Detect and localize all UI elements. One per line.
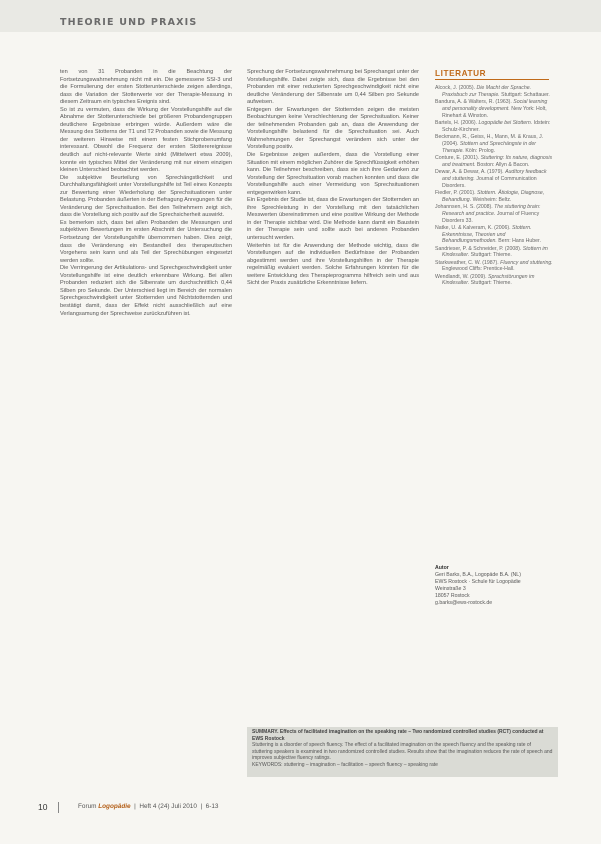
literature-title: Stottern. Ätiologie, Diagnose, Behandlung. [442,189,545,203]
literature-item [435,246,553,260]
paragraph: So ist zu vermuten, dass die Wirkung der Vorstellungshilfe auf die Abnahme der Stotterunterschiede bei größeren Probandengruppen deutlichere Ergebnisse erbringen würde. Außerdem wäre die Messung des Stotterns der T1 und T2 Probanden sowie die Messung der weiteren Hinweise mit einem festen Stichprobenumfang interessant. Obwohl die Frequenz der ersten Stotterereignisse deutlich auf nicht-relevante Werte sinkt (Mittelwert etwa 2009), konnte ein typisches Mittel der Veränderung mit nur einem einzigen kleinen Unterschied beobachtet werden. [60,106,232,174]
paragraph: Weiterhin ist für die Anwendung der Methode wichtig, dass die Vorstellungen auf die individuellen Bedürfnisse der Probanden abgestimmt werden und ihre Vorstellungshilfen in der Therapie regelmäßig evaluiert werden. Solche Erfahrungen könnten für die weitere Entwicklung des Therapieprogramms hilfreich sein und aus Sicht der Praxis zusätzliche Erkenntnisse liefern. [247,242,419,287]
author-line: EWS Rostock · Schule für Logopädie [435,579,521,586]
literature-title: Sprachstörungen im Kindesalter. [442,273,535,287]
literature-author: Natke, U. & Kalveram, K. (2006). [435,224,511,231]
literature-publisher: Köln: Prolog. [465,147,496,154]
author-email-link[interactable]: g.barks@ews-rostock.de [435,600,493,607]
literature-list [435,85,553,288]
literature-heading: LITERATUR [435,69,549,80]
paragraph: Entgegen der Erwartungen der Stotternden zeigen die meisten Beobachtungen keine Verschlechterung der Sprechsituation. Keiner der teilnehmenden Probanden gab an, dass die Anwendung der Vorstellungshilfe belastend für die Sprechsituation sei. Auch Wahrnehmungen der Sprechangst verändern sich unter der Vorstellung positiv. [247,106,419,151]
paragraph: Ein Ergebnis der Studie ist, dass die Erwartungen der Stotternden an ihre Sprechleistung in der Vorstellung mit den tatsächlichen Messwerten übereinstimmen und eine positive Wirkung der Methode in der Therapie sichtbar wird. Die Methode kann damit ein Baustein in der Therapie sein und sollte auch bei anderen Probanden untersucht werden. [247,197,419,242]
literature-item [435,134,553,155]
paragraph: ten von 31 Probanden in die Beachtung der Fortsetzungswahrnehmung nicht mit ein. Die gemessene SSI-3 und die Formulierung der ersten Stotterunterschiede zeigen allerdings, dass die Variation der Stotterwerte vor der Therapie-Messung in diesem Zeitraum ein typisches Ereignis sind. [60,69,232,106]
summary-heading: SUMMARY. Effects of facilitated imagination on the speaking rate – Two randomized controlled studies (RCT) conducted at EWS Rostock [252,729,544,742]
literature-item [435,274,553,288]
paragraph: Sprechung der Fortsetzungswahrnehmung bei Sprechangst unter der Vorstellungshilfe. Dabei zeigte sich, dass die Ergebnisse bei den Probanden mit einer reduzierten Sprechgeschwindigkeit nicht eine deutliche Veränderung der Silbenrate um 0,44 Silben pro Sekunde aufweisen. [247,69,419,106]
issue-info: Heft 4 (24) Juli 2010 [139,803,197,810]
literature-publisher: Stuttgart: Thieme. [470,280,512,287]
literature-publisher: New York: Holt, Rinehart & Winston. [442,105,547,119]
literature-author: Conture, E. (2001). [435,154,480,161]
literature-title: Stottern im Kindesalter. [442,245,548,259]
literature-title: Stottern und Sprechängste in der Therapie. [442,140,537,154]
literature-author: Beckmann, R., Geiss, H., Mann, M. & Kraus, J. (2004). [435,133,544,147]
author-box [435,565,553,608]
literature-author: Johannsen, H. S. (2008). [435,203,493,210]
literature-title: Stottern. Erkenntnisse, Theorien und Behandlungsmethoden. [442,224,532,245]
literature-publisher: Boston: Allyn & Bacon. [476,161,530,168]
literature-item [435,204,553,225]
page-range: 6-13 [205,803,219,810]
literature-publisher: Journal of Fluency Disorders 33. [442,210,540,224]
literature-publisher: Weinheim: Beltz. [472,196,512,203]
literature-title: Die Macht der Sprache. Praxisbuch zur Therapie. [442,85,532,98]
literature-title: Fluency and stuttering. [500,259,553,266]
literature-author: Sandrieser, P. & Schneider, P. (2008). [435,245,522,252]
literature-item [435,260,553,274]
literature-item [435,85,553,99]
literature-item [435,155,553,169]
page-footer [38,802,558,816]
literature-item [435,225,553,246]
literature-title: Auditory feedback and stuttering. [442,168,547,182]
literature-author: Starkweather, C. W. (1987). [435,259,499,266]
literature-publisher: Bern: Hans Huber. [498,238,541,245]
literature-item [435,190,553,204]
literature-title: Stuttering: Its nature, diagnosis and treatment. [442,154,553,168]
magazine-brand: Logopädie [98,803,131,810]
literature-title: Social learning and personality development. [442,99,548,112]
paragraph: Die subjektive Beurteilung von Sprechängstlichkeit und Durchhaltungsfähigkeit unter Vorstellungshilfe ist Teil eines Konzepts zur Bewertung einer Wiederholung der Sprechsituationen unter Belastung. Probanden äußerten in der Befragung Anregungen für die Veränderung der Sprechsituation. Bei den Teilnehmern zeigt sich, dass die Vorstellung sich positiv auf die Sprechsicherheit auswirkt. [60,174,232,219]
body-column-2 [247,69,419,589]
literature-item [435,99,553,120]
literature-author: Bartels, H. (2006). [435,119,478,126]
literature-title: The stuttering brain: Research and practice. [442,203,541,217]
paragraph: Die Ergebnisse zeigen außerdem, dass die Vorstellung einer Situation mit einem möglichen Zuhörer die Sprechflüssigkeit erhöhen kann. Die Teilnehmer beschreiben, dass sie sich ihre Gedanken zur Vorstellung der Sprechsituation vorab machen konnten und dass die Vorstellungshilfe auch einer Vermeidung von Sprechsituationen entgegenwirken kann. [247,152,419,196]
literature-publisher: Journal of Communication Disorders. [442,175,537,189]
literature-item [435,120,553,134]
literature-author: Bandura, A. & Walters, R. (1963). [435,99,512,105]
page-number: 10 [38,802,48,812]
literature-publisher: Stuttgart: Schattauer. [501,91,550,98]
summary-box [247,727,558,777]
body-column-1 [60,69,232,779]
literature-author: Alcock, J. (2005). [435,85,476,91]
magazine-prefix: Forum [78,803,97,810]
literature-item [435,169,553,190]
paragraph: Die Verringerung der Artikulations- und Sprechgeschwindigkeit unter Vorstellungshilfe ist eine deutlich erkennbare Wirkung. Bei allen Probanden reduziert sich die Silbenrate um durchschnittlich 0,44 Silben pro Sekunde. Der Unterschied liegt im Bereich der normalen Sprechgeschwindigkeit unter Stotternden und Nichtstotternden und bestätigt damit, dass der Effekt nicht ausschließlich auf eine Verlangsamung der Sprechweise zurückzuführen ist. [60,265,232,317]
section-title: THEORIE UND PRAXIS [60,17,198,28]
footer-divider [58,802,59,813]
literature-publisher: Englewood Cliffs: Prentice-Hall. [442,266,515,273]
author-line: 18057 Rostock [435,593,470,600]
literature-publisher: Stuttgart: Thieme. [470,252,512,259]
literature-author: Wendlandt, W. (2009). [435,273,487,280]
author-line: Geri Barks, B.A., Logopäde B.A. (NL) [435,572,521,579]
summary-keywords: KEYWORDS: stuttering – imagination – facilitation – speech fluency – speaking rate [252,761,438,768]
literature-publisher: Idstein: Schulz-Kirchner. [442,119,551,133]
literature-author: Dewar, A. & Dewar, A. (1979). [435,168,504,175]
literature-author: Fiedler, P. (2001). [435,189,476,196]
summary-body: Stuttering is a disorder of speech fluency. The effect of a facilitated imagination on the speech fluency and the speaking rate of stuttering speakers is examined in two randomized controlled studies. Results show that the imagination reduces the rate of speech and improves subjective fluency ratings. [252,742,553,761]
author-line: Weinstraße 3 [435,586,466,593]
literature-title: Logopädie bei Stottern. [478,119,533,126]
author-label: Autor [435,565,449,571]
magazine-info: Forum Logopädie | Heft 4 (24) Juli 2010 | 6-13 [78,803,219,810]
paragraph: Es bemerken sich, dass bei allen Probanden die Messungen und subjektiven Bewertungen im ersten Abschnitt der Untersuchung die Fortsetzung der Vorstellungshilfe übernommen haben. Dies zeigt, dass die Veränderung ein Bestandteil des therapeutischen Vorgehens sein kann und als Teil der Sprechübungen eingesetzt werden sollte. [60,219,232,264]
